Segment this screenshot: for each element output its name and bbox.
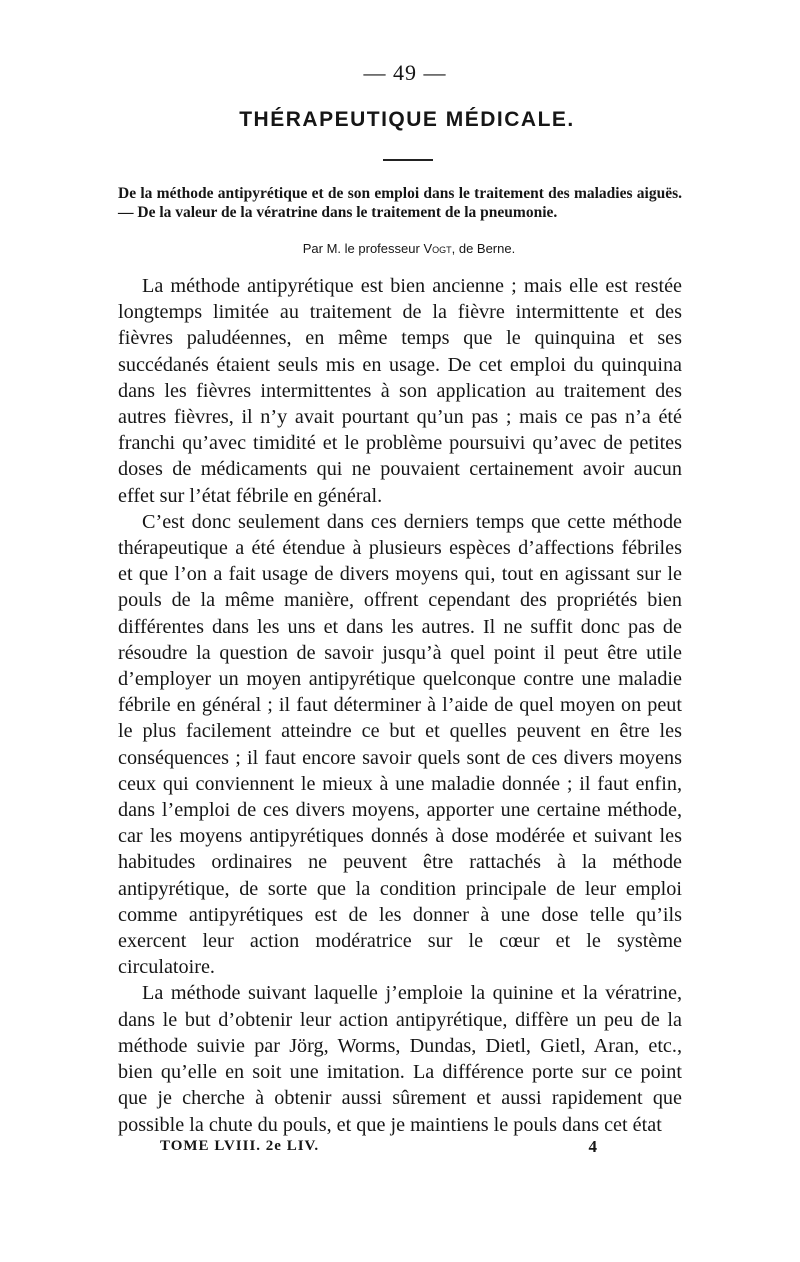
paragraph: C’est donc seulement dans ces derniers temps que cette méthode thérapeutique a été étendue à plusieurs espèces d’affections fébriles et que l’on a fait usage de divers moyens qui, tout en agissant sur le pouls de la même manière, offrent cependant des propriétés bien différentes dans les uns et dans les autres. Il ne suffit donc pas de résoudre la question de savoir jusqu’à quel point il peut être utile d’employer un moyen antipyrétique quelconque contre une maladie fébrile en général ; il faut déterminer à l’aide de quel moyen on peut le plus facilement atteindre ce but et quelles peuvent en être les conséquences ; il faut encore savoir quels sont de ces divers moyens ceux qui conviennent le mieux à une maladie donnée ; il faut enfin, dans l’emploi de ces divers moyens, apporter une certaine méthode, car les moyens antipyrétiques donnés à dose modérée et suivant les habitudes ordinaires ne peuvent être rattachés à la méthode antipyrétique, de sorte que la condition principale de leur emploi comme antipyrétiques est de les donner à une dose telle qu’ils exercent leur action modératrice sur le cœur et le système circulatoire. bbox=[118, 510, 682, 979]
article-title: De la méthode antipyrétique et de son emploi dans le traitement des maladies aiguës. — De la valeur de la vératrine dans le traitement de la pneumonie. bbox=[118, 185, 682, 221]
byline-prefix: Par M. le professeur bbox=[302, 241, 420, 256]
page-number: — 49 — bbox=[363, 60, 447, 85]
article-body bbox=[118, 273, 682, 1138]
paragraph: La méthode suivant laquelle j’emploie la quinine et la vératrine, dans le but d’obtenir leur action antipyrétique, diffère un peu de la méthode suivie par Jörg, Worms, Dundas, Dietl, Gietl, Aran, etc., bien qu’elle en soit une imitation. La différence porte sur ce point que je cherche à obtenir aussi sûrement et aussi rapidement que possible la chute du pouls, et que je maintiens le pouls dans cet état bbox=[118, 982, 682, 1136]
page-footer bbox=[160, 1138, 620, 1162]
section-title: THÉRAPEUTIQUE MÉDICALE. bbox=[239, 108, 575, 131]
sheet-number: 4 bbox=[588, 1137, 598, 1156]
paragraph: La méthode antipyrétique est bien ancienne ; mais elle est restée longtemps limitée au traitement de la fièvre intermittente et des fièvres paludéennes, en même temps que le quinquina et ses succédanés étaient seuls mis en usage. De cet emploi du quinquina dans les fièvres intermittentes à son application au traitement des autres fièvres, il n’y avait pourtant qu’un pas ; mais ce pas n’a été franchi qu’avec timidité et le problème poursuivi qu’avec de petites doses de médicaments qui ne pouvaient certainement avoir aucun effet sur l’état fébrile en général. bbox=[118, 275, 682, 507]
byline bbox=[136, 239, 682, 259]
byline-suffix: , de Berne. bbox=[451, 241, 516, 256]
author-name: Vogt bbox=[423, 241, 452, 256]
book-page bbox=[118, 56, 682, 1138]
title-divider bbox=[383, 159, 433, 161]
signature-mark: TOME LVIII. 2e LIV. bbox=[160, 1138, 320, 1154]
